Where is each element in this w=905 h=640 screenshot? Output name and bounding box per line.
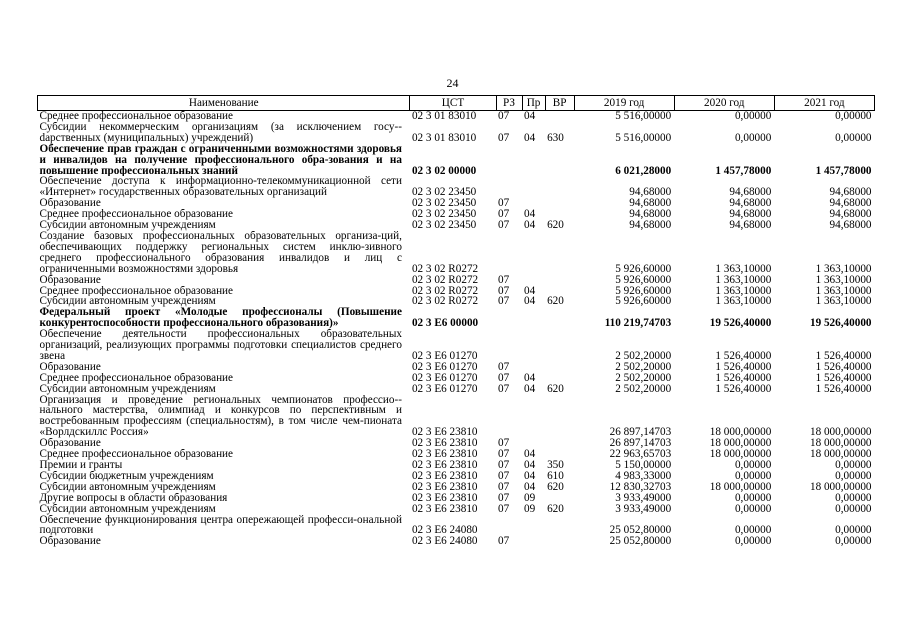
row-value-2021: 94,68000 — [829, 209, 872, 221]
row-pr: 04 — [524, 372, 536, 384]
table-row — [38, 373, 875, 384]
row-value-2019: 25 052,80000 — [609, 524, 672, 537]
row-value-2021: 18 000,00000 — [809, 426, 872, 439]
row-value-2019: 12 830,32703 — [609, 481, 672, 493]
row-value-2021: 0,00000 — [835, 536, 872, 548]
row-value-2019: 25 052,80000 — [609, 536, 672, 548]
row-vr — [545, 144, 574, 177]
row-pr: 09 — [524, 503, 536, 515]
row-value-2020: 1 526,40000 — [715, 349, 772, 362]
row-vr — [545, 493, 574, 504]
row-vr: 630 — [547, 131, 564, 144]
row-rz: 07 — [498, 285, 510, 297]
row-name: Премии и гранты — [39, 460, 123, 471]
row-cst: 02 3 Е6 23810 — [411, 481, 478, 493]
row-vr — [545, 209, 574, 220]
row-rz: 07 — [498, 503, 510, 515]
row-value-2020: 94,68000 — [729, 209, 772, 221]
table-row — [38, 198, 875, 209]
row-cst: 02 3 02 23450 — [411, 209, 477, 221]
table-row — [38, 493, 875, 504]
row-cst: 02 3 Е6 23810 — [411, 470, 478, 482]
row-value-2020: 0,00000 — [734, 503, 772, 515]
row-cst: 02 3 02 23450 — [411, 220, 477, 231]
row-value-2021: 0,00000 — [835, 460, 872, 471]
row-value-2019: 2 502,20000 — [615, 372, 672, 384]
row-value-2021: 0,00000 — [835, 470, 872, 482]
row-value-2020: 0,00000 — [734, 492, 772, 504]
row-value-2019: 94,68000 — [629, 220, 672, 231]
row-pr — [522, 176, 545, 198]
row-value-2021: 18 000,00000 — [809, 438, 872, 450]
row-value-2020: 18 000,00000 — [709, 481, 772, 493]
row-vr — [545, 449, 574, 460]
row-vr — [545, 395, 574, 439]
row-value-2019: 5 516,00000 — [615, 110, 672, 122]
row-cst: 02 3 02 00000 — [411, 164, 477, 177]
row-name: Образование — [39, 274, 101, 286]
header-cst: ЦСТ — [410, 96, 496, 111]
row-cst: 02 3 Е6 24080 — [411, 536, 478, 548]
row-rz: 07 — [498, 449, 510, 460]
table-row — [38, 296, 875, 307]
row-rz: 07 — [498, 198, 510, 210]
table-row — [38, 460, 875, 471]
row-value-2019: 4 983,33000 — [615, 470, 672, 482]
row-value-2020: 1 526,40000 — [715, 383, 772, 395]
row-value-2019: 6 021,28000 — [615, 164, 672, 177]
row-pr: 04 — [524, 449, 536, 460]
row-value-2020: 1 363,10000 — [715, 296, 772, 308]
row-vr: 620 — [547, 296, 564, 308]
table-row — [38, 231, 875, 275]
row-vr — [545, 536, 574, 547]
row-rz: 07 — [498, 492, 510, 504]
row-rz: 07 — [498, 274, 510, 286]
budget-table — [37, 95, 875, 547]
row-value-2021: 94,68000 — [829, 198, 872, 210]
row-pr — [522, 536, 545, 547]
row-rz: 07 — [498, 460, 510, 471]
row-value-2019: 5 926,60000 — [615, 296, 672, 308]
row-value-2020: 94,68000 — [729, 186, 772, 199]
row-value-2020: 18 000,00000 — [709, 438, 772, 450]
row-rz — [496, 307, 522, 329]
header-vr: ВР — [545, 96, 574, 111]
table-row — [38, 307, 875, 329]
row-value-2019: 5 926,60000 — [615, 285, 672, 297]
row-vr: 620 — [547, 503, 564, 515]
row-value-2020: 1 457,78000 — [715, 164, 772, 177]
row-value-2020: 1 363,10000 — [715, 285, 772, 297]
row-value-2021: 0,00000 — [835, 110, 872, 122]
row-cst: 02 3 Е6 23810 — [411, 438, 478, 450]
row-vr: 620 — [547, 383, 564, 395]
row-vr: 620 — [547, 220, 564, 231]
row-value-2021: 18 000,00000 — [809, 449, 872, 460]
row-rz: 07 — [498, 481, 510, 493]
row-rz: 07 — [498, 383, 510, 395]
row-pr: 04 — [524, 220, 536, 231]
row-value-2019: 94,68000 — [629, 198, 672, 210]
row-name: Субсидии автономным учреждениям — [39, 383, 216, 395]
row-vr — [545, 329, 574, 362]
row-cst: 02 3 02 23450 — [411, 186, 477, 199]
row-vr: 350 — [547, 460, 564, 471]
row-value-2019: 110 219,74703 — [604, 317, 672, 330]
row-cst: 02 3 Е6 01270 — [411, 372, 478, 384]
row-vr — [545, 275, 574, 286]
page-number: 24 — [446, 76, 459, 90]
row-vr — [545, 438, 574, 449]
row-cst: 02 3 Е6 00000 — [411, 317, 479, 330]
table-row — [38, 471, 875, 482]
row-name: Среднее профессиональное образование — [39, 372, 234, 384]
row-name: Обеспечение доступа к информационно-телекоммуникационной сети «Интернет» государственных образовательных организаций — [39, 176, 402, 199]
row-rz — [496, 515, 522, 537]
row-value-2020: 1 363,10000 — [715, 274, 772, 286]
row-value-2020: 0,00000 — [734, 470, 772, 482]
row-rz: 07 — [498, 131, 510, 144]
row-value-2019: 3 933,49000 — [615, 503, 672, 515]
table-body — [38, 111, 875, 548]
header-2021: 2021 год — [774, 96, 874, 111]
row-value-2019: 2 502,20000 — [615, 361, 672, 373]
row-cst: 02 3 02 R0272 — [411, 262, 479, 275]
row-value-2020: 94,68000 — [729, 220, 772, 231]
row-cst: 02 3 Е6 23810 — [411, 503, 478, 515]
row-name: Субсидии некоммерческим организациям (за исключением госу-dарственных (муниципальных) учреждений) — [39, 121, 402, 144]
row-value-2019: 3 933,49000 — [615, 492, 672, 504]
header-2019: 2019 год — [574, 96, 674, 111]
row-rz: 07 — [498, 110, 510, 122]
row-value-2021: 0,00000 — [835, 503, 872, 515]
table-row — [38, 275, 875, 286]
row-rz: 07 — [498, 209, 510, 221]
row-pr — [522, 307, 545, 329]
table-row — [38, 438, 875, 449]
row-value-2020: 0,00000 — [734, 524, 772, 537]
row-value-2020: 1 526,40000 — [715, 372, 772, 384]
row-cst: 02 3 Е6 01270 — [411, 383, 478, 395]
row-cst: 02 3 Е6 24080 — [411, 524, 478, 537]
row-vr — [545, 373, 574, 384]
row-pr — [522, 515, 545, 537]
row-pr: 04 — [524, 470, 536, 482]
row-vr — [545, 111, 574, 122]
row-pr: 04 — [524, 460, 536, 471]
row-value-2019: 94,68000 — [629, 209, 672, 221]
row-value-2021: 1 363,10000 — [815, 262, 872, 275]
table-row — [38, 176, 875, 198]
row-rz — [496, 395, 522, 439]
row-value-2021: 19 526,40000 — [809, 317, 872, 330]
row-pr: 09 — [524, 492, 536, 504]
row-value-2019: 5 926,60000 — [615, 274, 672, 286]
row-name: Среднее профессиональное образование — [39, 449, 234, 460]
row-cst: 02 3 02 R0272 — [411, 285, 479, 297]
row-name: Субсидии автономным учреждениям — [39, 481, 216, 493]
row-name: Образование — [39, 438, 101, 450]
header-rz: РЗ — [496, 96, 522, 111]
row-rz — [496, 176, 522, 198]
row-value-2021: 0,00000 — [835, 131, 872, 144]
row-cst: 02 3 02 23450 — [411, 198, 477, 210]
row-value-2020: 0,00000 — [734, 110, 772, 122]
row-pr: 04 — [524, 383, 536, 395]
row-vr: 620 — [547, 481, 564, 493]
row-cst: 02 3 Е6 23810 — [411, 426, 478, 439]
row-value-2019: 26 897,14703 — [609, 438, 672, 450]
table-row — [38, 111, 875, 122]
table-row — [38, 329, 875, 362]
row-value-2021: 1 363,10000 — [815, 285, 872, 297]
row-rz: 07 — [498, 372, 510, 384]
row-pr — [522, 438, 545, 449]
row-pr: 04 — [524, 131, 536, 144]
table-row — [38, 209, 875, 220]
row-value-2021: 1 526,40000 — [815, 349, 872, 362]
row-value-2020: 1 363,10000 — [715, 262, 772, 275]
header-name: Наименование — [38, 96, 410, 111]
row-value-2021: 1 363,10000 — [815, 296, 872, 308]
row-vr — [545, 176, 574, 198]
row-value-2020: 18 000,00000 — [709, 426, 772, 439]
row-rz — [496, 144, 522, 177]
row-value-2019: 2 502,20000 — [615, 349, 672, 362]
row-rz: 07 — [498, 536, 510, 548]
row-name: Субсидии автономным учреждениям — [39, 220, 216, 231]
row-cst: 02 3 Е6 01270 — [411, 349, 478, 362]
row-value-2021: 1 526,40000 — [815, 383, 872, 395]
table-row — [38, 384, 875, 395]
table-row — [38, 395, 875, 439]
table-row — [38, 362, 875, 373]
row-rz — [496, 231, 522, 275]
row-pr: 04 — [524, 285, 536, 297]
row-value-2021: 1 526,40000 — [815, 361, 872, 373]
row-value-2021: 0,00000 — [835, 524, 872, 537]
row-value-2019: 5 516,00000 — [615, 131, 672, 144]
row-pr — [522, 198, 545, 209]
row-vr — [545, 198, 574, 209]
row-value-2020: 0,00000 — [734, 536, 772, 548]
row-cst: 02 3 Е6 23810 — [411, 492, 478, 504]
table-header-row — [38, 96, 875, 111]
row-pr — [522, 329, 545, 362]
row-vr — [545, 362, 574, 373]
row-name: Федеральный проект «Молодые профессионалы (Повышение конкурентоспособности профессионального образования)» — [39, 307, 402, 330]
row-name: Обеспечение функционирования центра опережающей професси-ональной подготовки — [39, 514, 402, 537]
row-vr — [545, 286, 574, 297]
row-value-2020: 18 000,00000 — [709, 449, 772, 460]
row-value-2020: 94,68000 — [729, 198, 772, 210]
header-pr: Пр — [522, 96, 545, 111]
row-pr — [522, 395, 545, 439]
row-pr — [522, 231, 545, 275]
row-vr — [545, 307, 574, 329]
row-cst: 02 3 01 83010 — [411, 110, 477, 122]
row-cst: 02 3 02 R0272 — [411, 296, 479, 308]
row-value-2019: 5 150,00000 — [615, 460, 672, 471]
row-value-2021: 18 000,00000 — [809, 481, 872, 493]
row-vr — [545, 515, 574, 537]
row-value-2020: 1 526,40000 — [715, 361, 772, 373]
row-cst: 02 3 01 83010 — [411, 131, 477, 144]
row-value-2020: 0,00000 — [734, 460, 772, 471]
row-vr: 610 — [547, 470, 564, 482]
row-name: Субсидии автономным учреждениям — [39, 503, 216, 515]
row-name: Среднее профессиональное образование — [39, 110, 234, 122]
row-pr: 04 — [524, 481, 536, 493]
row-name: Создание базовых профессиональных образовательных организа-ций, обеспечивающих поддержку региональных систем инклю-зивного среднего профессионального образования инвалидов и лиц с ограниченными возможностями здоровья — [39, 230, 402, 275]
table-row — [38, 504, 875, 515]
row-name: Субсидии автономным учреждениям — [39, 296, 216, 308]
row-name: Организация и проведение региональных чемпионатов профессио-нального мастерства, олимпиад и конкурсов по перспективным и востребованным профессиям (специальностям), в том числе чем-пионата «Ворлдскиллс Россия» — [39, 394, 402, 439]
row-name: Образование — [39, 536, 101, 548]
row-name: Образование — [39, 198, 101, 210]
table-row — [38, 144, 875, 177]
row-pr: 04 — [524, 110, 536, 122]
row-value-2021: 1 457,78000 — [815, 164, 872, 177]
row-pr — [522, 275, 545, 286]
row-rz: 07 — [498, 220, 510, 231]
row-value-2019: 2 502,20000 — [615, 383, 672, 395]
row-name: Обеспечение прав граждан с ограниченными возможностями здоровья и инвалидов на получение профессионального обра-зования и на повышение профессиональных знаний — [39, 143, 402, 177]
row-pr — [522, 144, 545, 177]
table-row — [38, 122, 875, 144]
row-cst: 02 3 Е6 23810 — [411, 449, 478, 460]
row-rz — [496, 329, 522, 362]
row-value-2019: 94,68000 — [629, 186, 672, 199]
table-row — [38, 536, 875, 547]
row-name: Обеспечение деятельности профессиональных образовательных организаций, реализующих программы подготовки специалистов среднего звена — [39, 329, 402, 362]
table-row — [38, 449, 875, 460]
row-value-2021: 1 363,10000 — [815, 274, 872, 286]
row-name: Образование — [39, 361, 101, 373]
row-value-2020: 19 526,40000 — [709, 317, 772, 330]
table-row — [38, 220, 875, 231]
row-vr — [545, 231, 574, 275]
row-value-2021: 94,68000 — [829, 220, 872, 231]
row-value-2019: 26 897,14703 — [609, 426, 672, 439]
row-value-2020: 0,00000 — [734, 131, 772, 144]
row-value-2021: 1 526,40000 — [815, 372, 872, 384]
table-row — [38, 286, 875, 297]
row-pr — [522, 362, 545, 373]
row-pr: 04 — [524, 296, 536, 308]
row-cst: 02 3 Е6 01270 — [411, 361, 478, 373]
row-name: Среднее профессиональное образование — [39, 209, 234, 221]
table-row — [38, 482, 875, 493]
row-value-2019: 22 963,65703 — [609, 449, 672, 460]
table-row — [38, 515, 875, 537]
header-2020: 2020 год — [674, 96, 774, 111]
row-rz: 07 — [498, 296, 510, 308]
row-rz: 07 — [498, 361, 510, 373]
row-rz: 07 — [498, 470, 510, 482]
row-name: Другие вопросы в области образования — [39, 492, 228, 504]
row-cst: 02 3 02 R0272 — [411, 274, 479, 286]
row-value-2021: 94,68000 — [829, 186, 872, 199]
row-name: Среднее профессиональное образование — [39, 285, 234, 297]
row-pr: 04 — [524, 209, 536, 221]
row-name: Субсидии бюджетным учреждениям — [39, 470, 214, 482]
row-value-2019: 5 926,60000 — [615, 262, 672, 275]
row-value-2021: 0,00000 — [835, 492, 872, 504]
row-cst: 02 3 Е6 23810 — [411, 460, 478, 471]
row-rz: 07 — [498, 438, 510, 450]
